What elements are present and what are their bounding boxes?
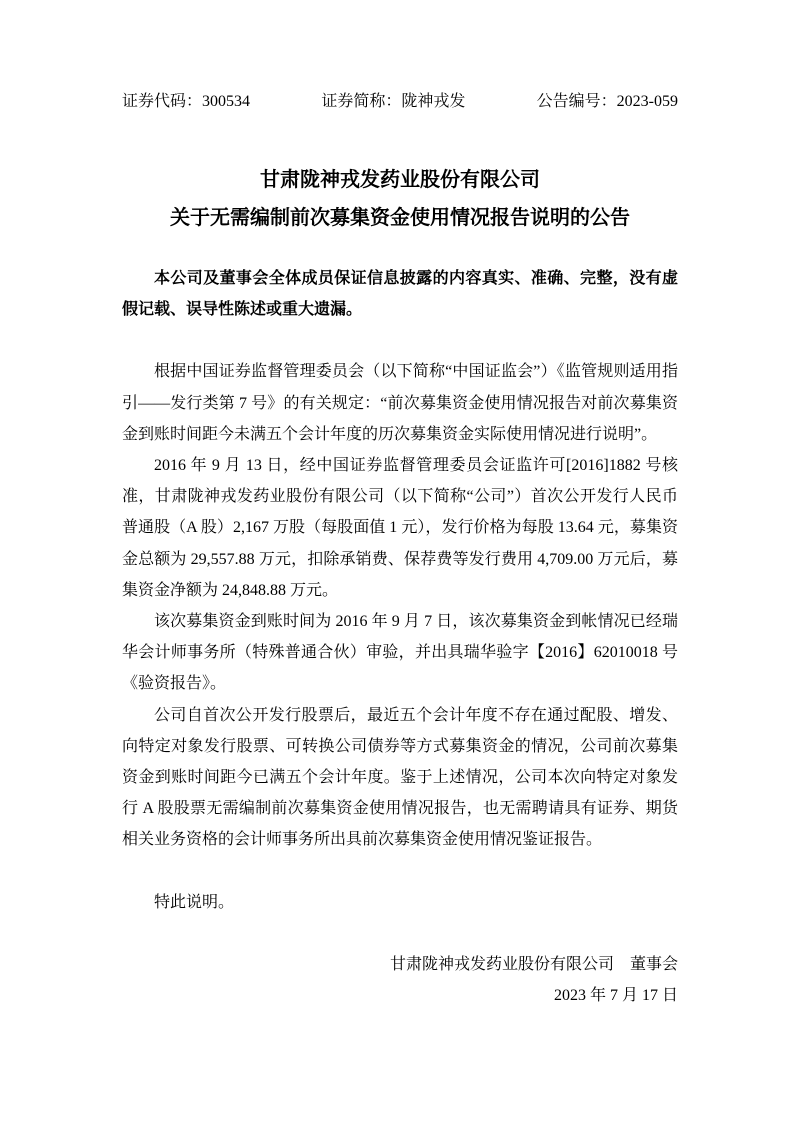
- stock-abbr: 证券简称：陇神戎发: [321, 93, 466, 110]
- stock-code: 证券代码：300534: [122, 93, 251, 110]
- body-paragraph-conclusion: 公司自首次公开发行股票后，最近五个会计年度不存在通过配股、增发、向特定对象发行股票、可转换公司债券等方式募集资金的情况，公司前次募集资金到账时间距今已满五个会计年度。鉴于上述情况，公司本次向特定对象发行 A 股股票无需编制前次募集资金使用情况报告，也无需聘请具有证券、期货相关业务资格的会计师事务所出具前次募集资金使用情况鉴证报告。: [122, 706, 678, 849]
- body-paragraph-ipo: 2016 年 9 月 13 日，经中国证券监督管理委员会证监许可[2016]1882 号核准，甘肃陇神戎发药业股份有限公司（以下简称“公司”）首次公开发行人民币普通股（A 股）2,167 万股（每股面值 1 元），发行价格为每股 13.64 元，募集资金总额为 29,557.88 万元，扣除承销费、保荐费等发行费用 4,709.00 万元后，募集资金净额为 24,848.88 万元。: [122, 457, 678, 599]
- signature-company: 甘肃陇神戎发药业股份有限公司 董事会: [389, 955, 678, 973]
- body-paragraph-regulation: 根据中国证券监督管理委员会（以下简称“中国证监会”）《监管规则适用指引——发行类第 7 号》的有关规定：“前次募集资金使用情况报告对前次募集资金到账时间距今未满五个会计年度的历次募集资金实际使用情况进行说明”。: [122, 363, 678, 443]
- signature-date: 2023 年 7 月 17 日: [553, 987, 678, 1005]
- body-paragraph-verification: 该次募集资金到账时间为 2016 年 9 月 7 日，该次募集资金到帐情况已经瑞华会计师事务所（特殊普通合伙）审验，并出具瑞华验字【2016】62010018 号《验资报告》。: [122, 613, 678, 693]
- announcement-number: 公告编号：2023-059: [536, 93, 678, 110]
- closing-line: 特此说明。: [154, 893, 235, 911]
- signature-block: [122, 949, 678, 1011]
- disclaimer-statement: 本公司及董事会全体成员保证信息披露的内容真实、准确、完整，没有虚假记载、误导性陈述或重大遗漏。: [122, 270, 678, 319]
- company-title: 甘肃陇神戎发药业股份有限公司: [260, 169, 540, 191]
- announcement-title: 关于无需编制前次募集资金使用情况报告说明的公告: [170, 207, 630, 229]
- document-header: [122, 93, 678, 111]
